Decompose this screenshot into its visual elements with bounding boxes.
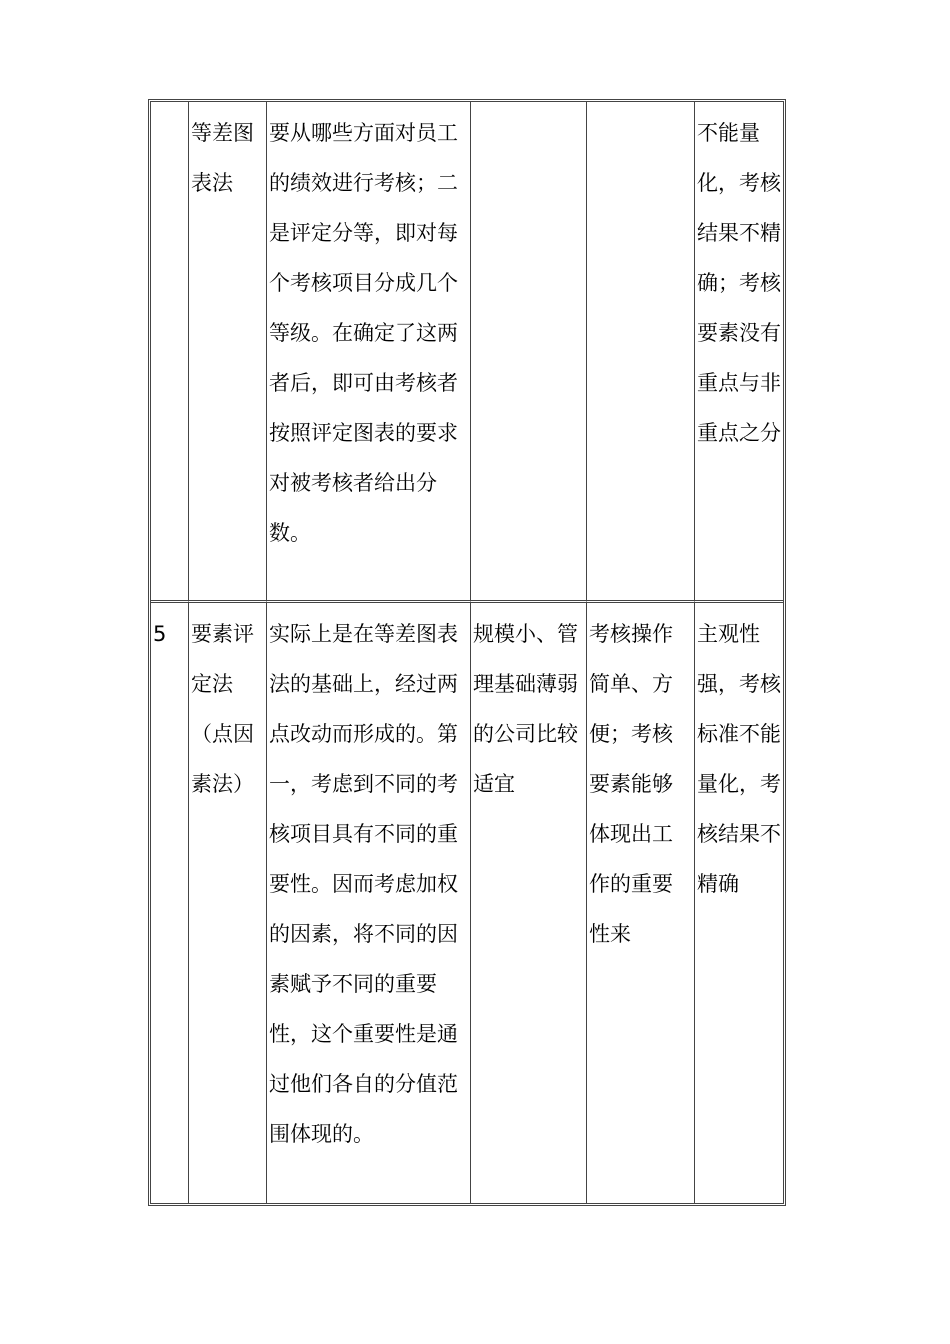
table-row (151, 102, 783, 603)
applicable-cell: 规模小、管理基础薄弱的公司比较适宜 (471, 603, 587, 1203)
row-number-cell (151, 102, 189, 603)
applicable-cell (471, 102, 587, 603)
disadvantages-cell: 主观性强，考核标准不能量化，考核结果不精确 (697, 622, 781, 896)
method-name-cell: 等差图表法 (189, 102, 267, 603)
description-cell: 要从哪些方面对员工的绩效进行考核；二是评定分等，即对每个考核项目分成几个等级。在确定了这两者后，即可由考核者按照评定图表的要求对被考核者给出分数。 (267, 102, 471, 603)
table-row (151, 603, 783, 1203)
disadvantages-cell: 不能量化，考核结果不精确；考核要素没有重点与非重点之分 (695, 102, 783, 603)
advantages-cell (587, 102, 695, 603)
advantages-cell: 考核操作简单、方便；考核要素能够体现出工作的重要性来 (587, 603, 695, 1203)
row-number-cell: 5 (151, 603, 189, 1203)
description-cell: 实际上是在等差图表法的基础上，经过两点改动而形成的。第一，考虑到不同的考核项目具有不同的重要性。因而考虑加权的因素，将不同的因素赋予不同的重要性，这个重要性是通过他们各自的分值范围体现的。 (267, 603, 471, 1203)
appraisal-methods-table (148, 99, 786, 1206)
method-name-cell: 要素评定法（点因素法） (189, 603, 267, 1203)
